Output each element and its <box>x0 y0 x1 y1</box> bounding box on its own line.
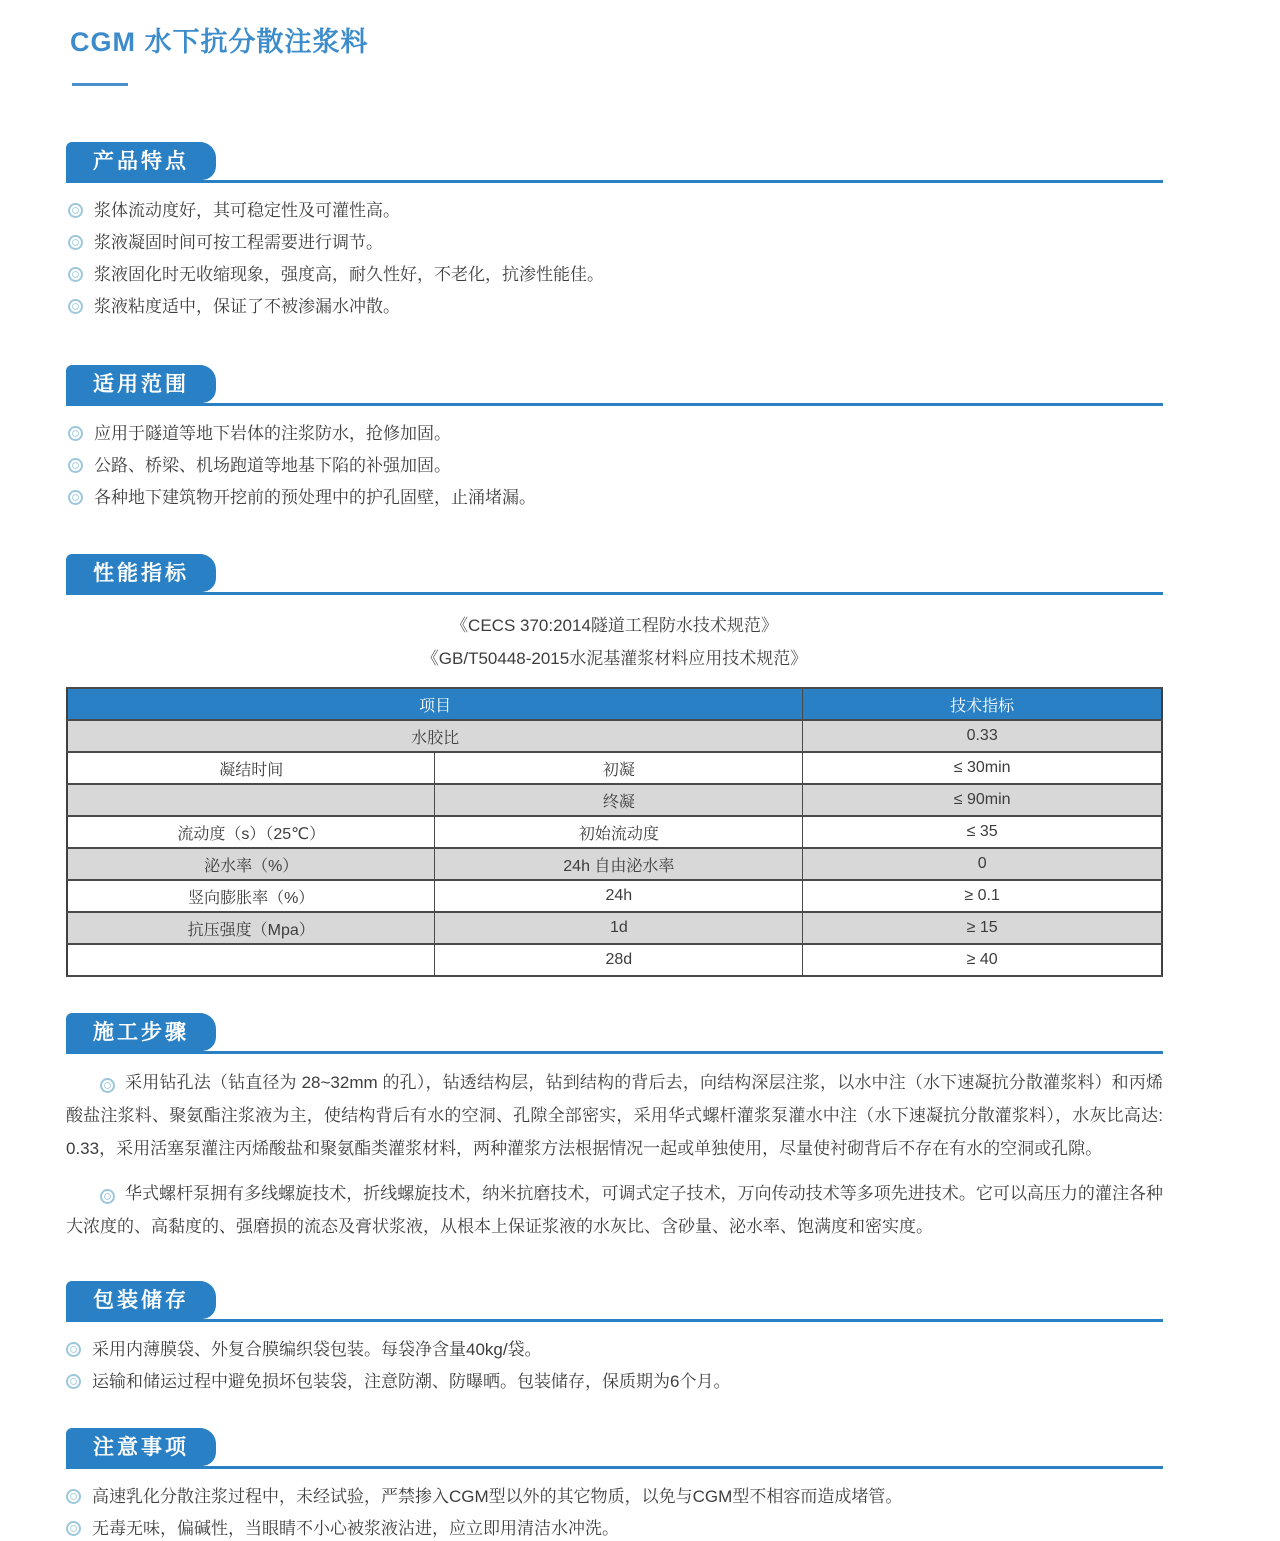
section-precautions <box>66 1428 1163 1541</box>
list-item <box>66 231 1163 255</box>
table-cell: 初始流动度 <box>435 816 803 848</box>
bullseye-bullet-icon <box>68 203 83 218</box>
bullseye-bullet-icon <box>68 458 83 473</box>
table-cell: 1d <box>435 912 803 944</box>
table-cell <box>67 784 435 816</box>
bullseye-bullet-icon <box>100 1078 115 1093</box>
list-item-text: 浆液凝固时间可按工程需要进行调节。 <box>94 233 383 252</box>
list-item <box>66 486 1163 510</box>
standard-reference: 《CECS 370:2014隧道工程防水技术规范》 <box>451 616 778 635</box>
table-cell: ≤ 90min <box>803 784 1162 816</box>
table-cell: ≥ 40 <box>803 944 1162 976</box>
section-packaging-storage <box>66 1281 1163 1394</box>
table-cell: 0 <box>803 848 1162 880</box>
table-cell: 竖向膨胀率（%） <box>67 880 435 912</box>
page-title: CGM 水下抗分散注浆料 <box>70 27 369 57</box>
table-cell: ≤ 35 <box>803 816 1162 848</box>
table-header-row <box>67 688 1162 720</box>
bullet-list <box>66 1485 1163 1541</box>
list-item-text: 运输和储运过程中避免损坏包装袋，注意防潮、防曝晒。包装储存，保质期为6个月。 <box>92 1372 731 1391</box>
bullseye-bullet-icon <box>66 1521 81 1536</box>
section-heading-rule <box>66 1428 1163 1469</box>
section-heading-tab: 产品特点 <box>66 142 216 180</box>
bullseye-bullet-icon <box>66 1342 81 1357</box>
list-item-text: 公路、桥梁、机场跑道等地基下陷的补强加固。 <box>94 456 451 475</box>
table-cell: ≥ 0.1 <box>803 880 1162 912</box>
bullseye-bullet-icon <box>68 490 83 505</box>
paragraph <box>66 1177 1163 1243</box>
section-heading-tab: 施工步骤 <box>66 1013 216 1051</box>
list-item <box>66 199 1163 223</box>
section-heading-rule <box>66 142 1163 183</box>
section-heading-rule <box>66 1013 1163 1054</box>
table-row <box>67 816 1162 848</box>
section-heading-rule <box>66 554 1163 595</box>
list-item <box>66 263 1163 287</box>
bullseye-bullet-icon <box>68 299 83 314</box>
section-performance-indicators <box>66 554 1163 977</box>
section-construction-steps <box>66 1013 1163 1243</box>
bullet-list <box>66 1338 1163 1394</box>
table-row <box>67 752 1162 784</box>
list-item-text: 无毒无味，偏碱性，当眼睛不小心被浆液沾进，应立即用清洁水冲洗。 <box>92 1519 619 1538</box>
table-row <box>67 848 1162 880</box>
performance-table <box>66 687 1163 977</box>
list-item <box>66 1517 1163 1541</box>
table-row <box>67 912 1162 944</box>
list-item-text: 浆液固化时无收缩现象，强度高，耐久性好，不老化，抗渗性能佳。 <box>94 265 604 284</box>
standard-reference: 《GB/T50448-2015水泥基灌浆材料应用技术规范》 <box>421 649 808 668</box>
page-content <box>66 20 1163 1541</box>
table-row <box>67 880 1162 912</box>
list-item <box>66 295 1163 319</box>
section-heading-rule <box>66 1281 1163 1322</box>
bullseye-bullet-icon <box>68 235 83 250</box>
section-application-scope <box>66 365 1163 510</box>
table-cell: 水胶比 <box>67 720 803 752</box>
bullseye-bullet-icon <box>66 1374 81 1389</box>
section-heading-tab: 性能指标 <box>66 554 216 592</box>
list-item-text: 应用于隧道等地下岩体的注浆防水，抢修加固。 <box>94 424 451 443</box>
table-cell: 凝结时间 <box>67 752 435 784</box>
table-cell: ≥ 15 <box>803 912 1162 944</box>
list-item <box>66 1338 1163 1362</box>
paragraph-text: 华式螺杆泵拥有多线螺旋技术，折线螺旋技术，纳米抗磨技术，可调式定子技术，万向传动技术等多项先进技术。它可以高压力的灌注各种大浓度的、高黏度的、强磨损的流态及膏状浆液，从根本上保证浆液的水灰比、含砂量、泌水率、饱满度和密实度。 <box>66 1184 1163 1236</box>
paragraph-text: 采用钻孔法（钻直径为 28~32mm 的孔），钻透结构层，钻到结构的背后去，向结构深层注浆，以水中注（水下速凝抗分散灌浆料）和丙烯酸盐注浆料、聚氨酯注浆液为主，使结构背后有水的空洞、孔隙全部密实，采用华式螺杆灌浆泵灌水中注（水下速凝抗分散灌浆料），水灰比高达: 0.33，采用活塞泵灌注丙烯酸盐和聚氨酯类灌浆材料，两种灌浆方法根据情况一起或单独使用，尽量使衬砌背后不存在有水的空洞或孔隙。 <box>66 1073 1163 1158</box>
section-heading-rule <box>66 365 1163 406</box>
title-underline <box>72 83 128 86</box>
table-row <box>67 784 1162 816</box>
section-heading-tab: 包装储存 <box>66 1281 216 1319</box>
section-heading-tab: 适用范围 <box>66 365 216 403</box>
list-item <box>66 454 1163 478</box>
table-cell: 泌水率（%） <box>67 848 435 880</box>
table-cell: 24h <box>435 880 803 912</box>
standards-references <box>66 609 1163 675</box>
bullseye-bullet-icon <box>68 267 83 282</box>
section-heading-tab: 注意事项 <box>66 1428 216 1466</box>
bullseye-bullet-icon <box>100 1189 115 1204</box>
table-header-indicator: 技术指标 <box>803 688 1162 720</box>
table-cell: 初凝 <box>435 752 803 784</box>
table-cell: 终凝 <box>435 784 803 816</box>
bullet-list <box>66 422 1163 510</box>
table-row <box>67 944 1162 976</box>
list-item-text: 浆体流动度好，其可稳定性及可灌性高。 <box>94 201 400 220</box>
list-item <box>66 1370 1163 1394</box>
list-item-text: 浆液粘度适中，保证了不被渗漏水冲散。 <box>94 297 400 316</box>
table-cell: 24h 自由泌水率 <box>435 848 803 880</box>
table-cell <box>67 944 435 976</box>
list-item <box>66 1485 1163 1509</box>
table-cell: 0.33 <box>803 720 1162 752</box>
table-cell: 流动度（s）（25℃） <box>67 816 435 848</box>
bullet-list <box>66 199 1163 319</box>
bullseye-bullet-icon <box>66 1489 81 1504</box>
bullseye-bullet-icon <box>68 426 83 441</box>
paragraph <box>66 1066 1163 1165</box>
table-cell: 抗压强度（Mpa） <box>67 912 435 944</box>
table-header-item: 项目 <box>67 688 803 720</box>
table-cell: 28d <box>435 944 803 976</box>
table-row <box>67 720 1162 752</box>
table-cell: ≤ 30min <box>803 752 1162 784</box>
list-item <box>66 422 1163 446</box>
section-product-features <box>66 142 1163 319</box>
list-item-text: 高速乳化分散注浆过程中，未经试验，严禁掺入CGM型以外的其它物质，以免与CGM型不相容而造成堵管。 <box>92 1487 903 1506</box>
list-item-text: 采用内薄膜袋、外复合膜编织袋包装。每袋净含量40kg/袋。 <box>92 1340 542 1359</box>
list-item-text: 各种地下建筑物开挖前的预处理中的护孔固壁，止涌堵漏。 <box>94 488 536 507</box>
